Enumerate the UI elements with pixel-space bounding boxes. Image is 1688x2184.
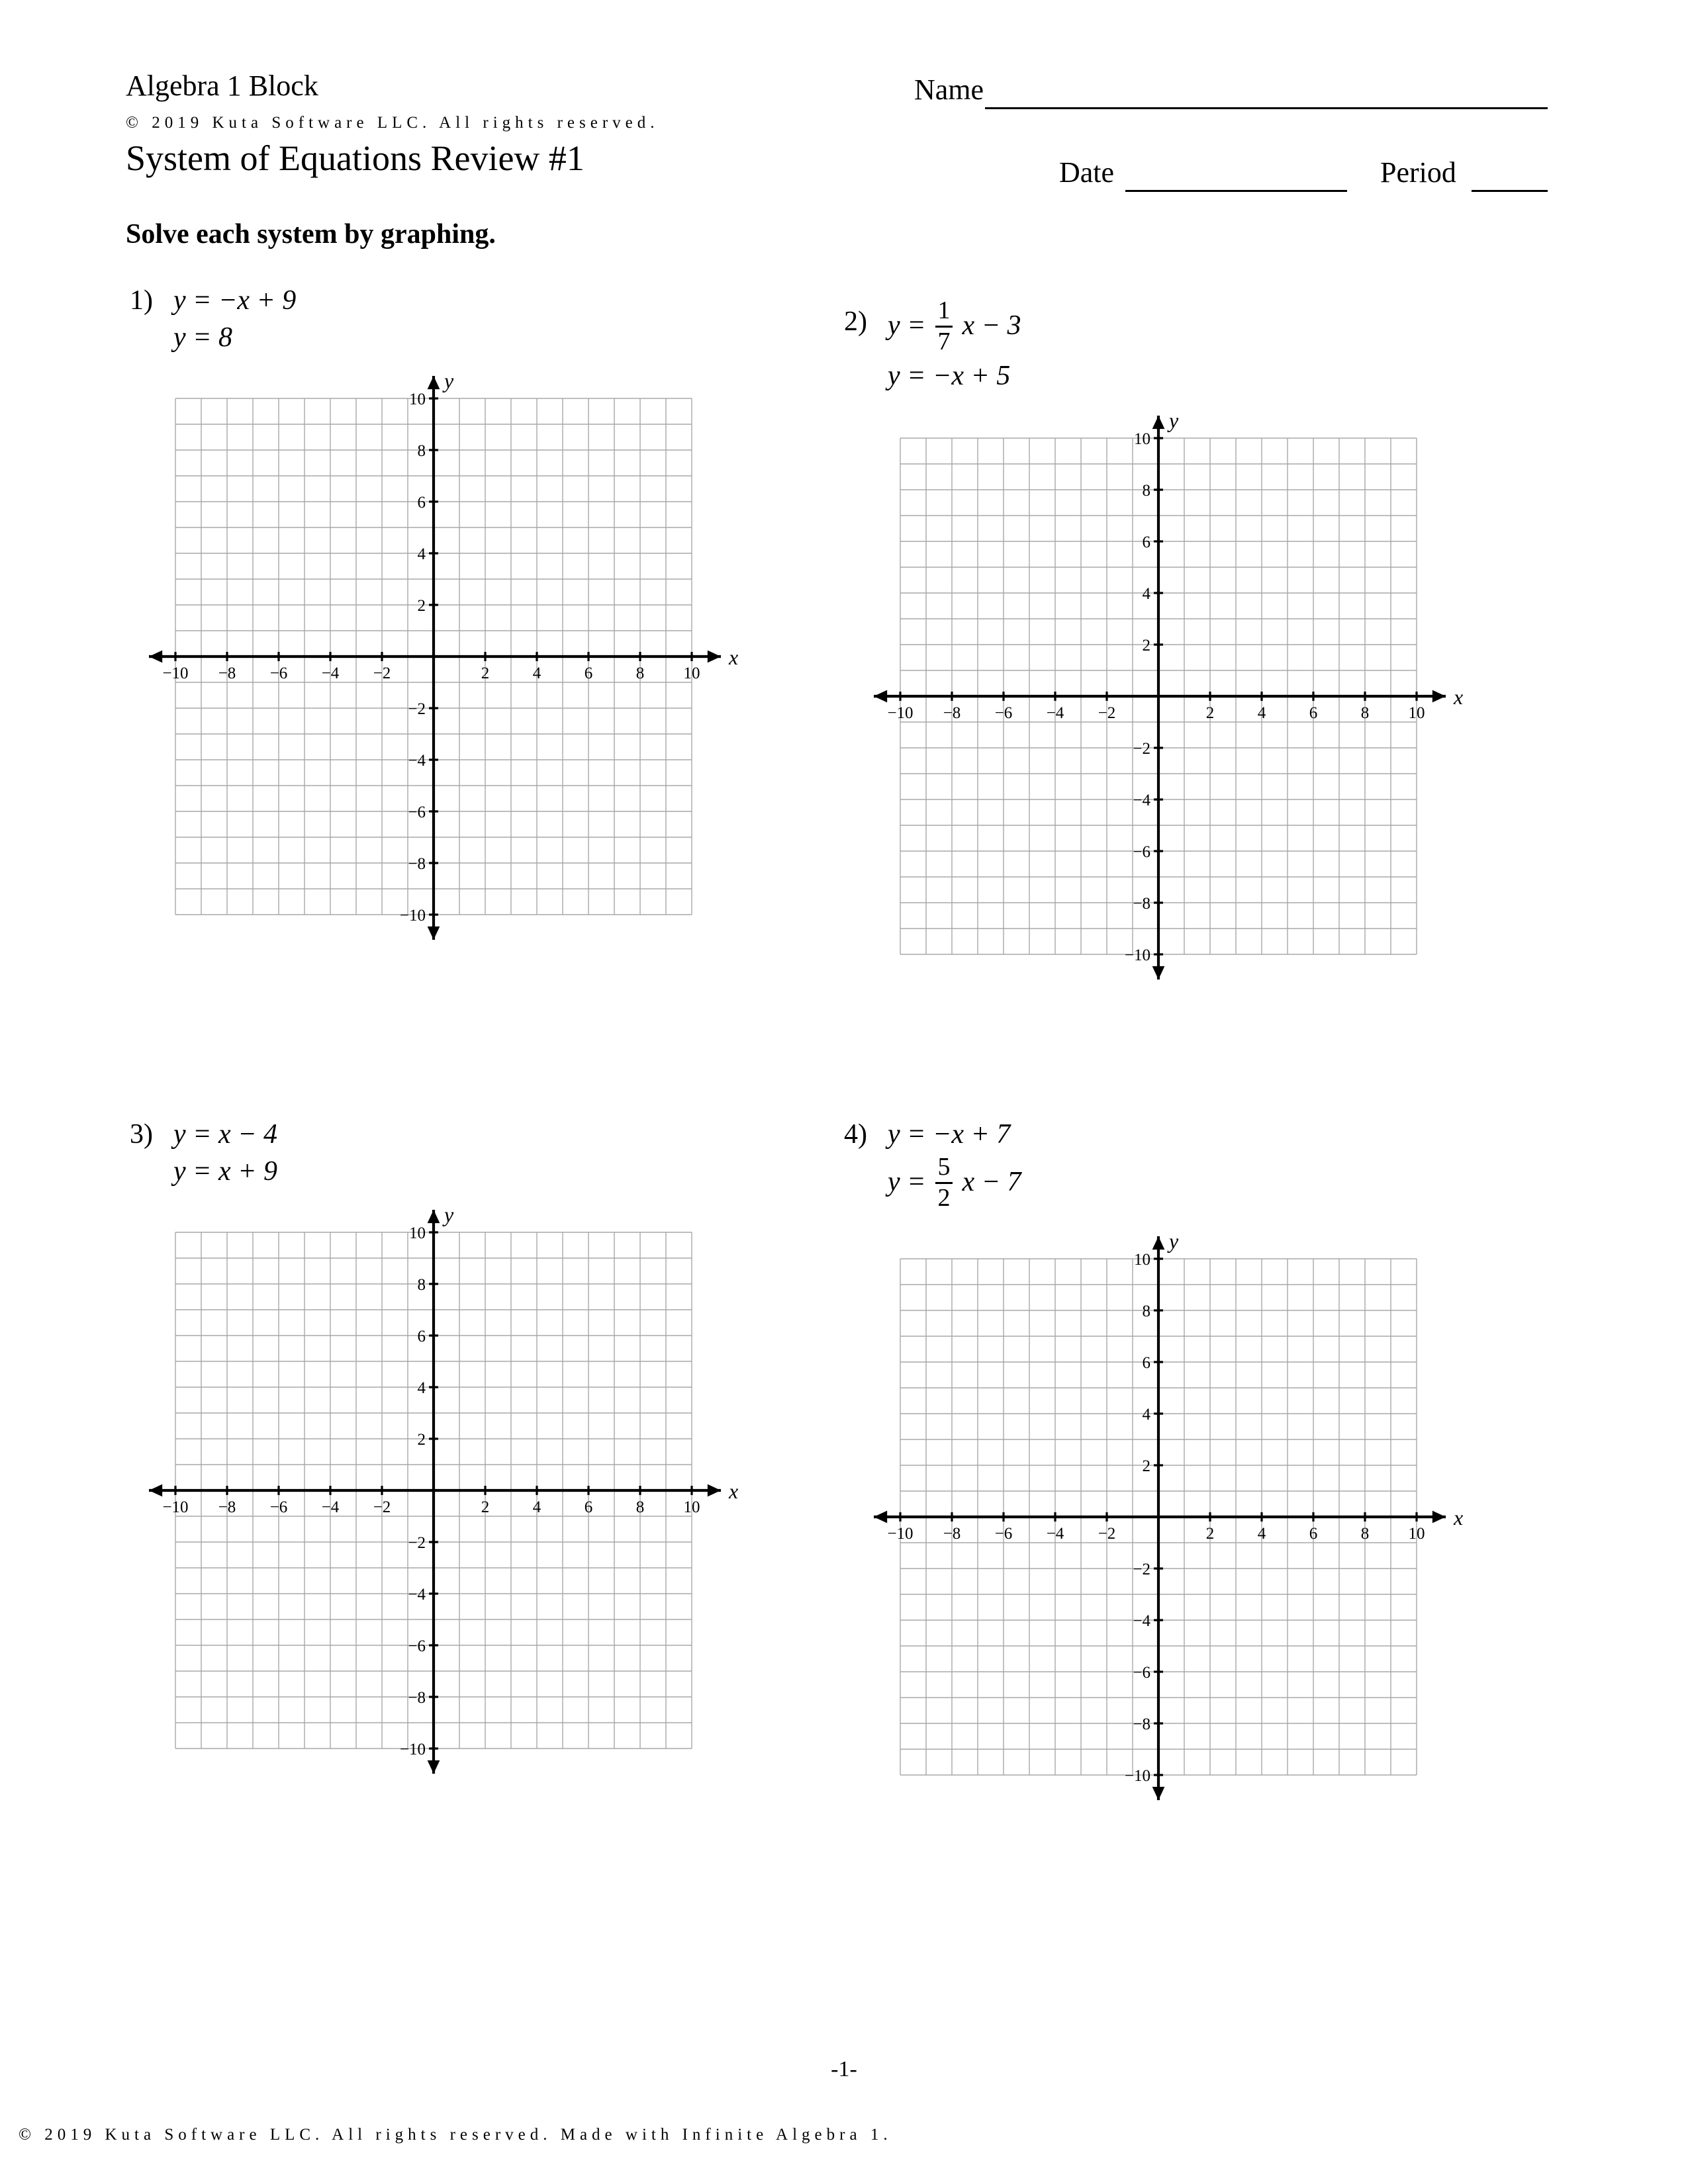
x-axis-label: x: [1454, 1506, 1464, 1529]
y-tick-label: 10: [409, 1224, 426, 1242]
problem-3-equation-2: y = x + 9: [173, 1156, 277, 1187]
header-copyright: © 2019 Kuta Software LLC. All rights reserved.: [126, 114, 659, 132]
date-label: Date: [1059, 156, 1115, 189]
problem-1-equation-1: y = −x + 9: [173, 285, 297, 316]
y-tick-label: −4: [408, 1586, 426, 1604]
x-tick-label: −10: [887, 1525, 914, 1543]
problem-2-eq1-lead: y =: [888, 310, 926, 341]
axis-labels: [442, 1205, 738, 1503]
x-tick-label: 8: [1360, 1525, 1370, 1543]
x-tick-label: −4: [1046, 1525, 1064, 1543]
axis-labels: [442, 371, 738, 669]
y-tick-label: 8: [1142, 482, 1150, 500]
x-tick-label: −10: [162, 1498, 189, 1516]
y-tick-label: 6: [417, 494, 426, 512]
x-tick-label: −8: [943, 1525, 961, 1543]
x-tick-label: 8: [1360, 704, 1370, 722]
y-tick-label: 8: [417, 442, 426, 460]
problem-3-equation-1: y = x − 4: [173, 1119, 277, 1150]
problem-2-equation-2: y = −x + 5: [888, 361, 1011, 391]
y-tick-label: 10: [1134, 1251, 1150, 1269]
x-tick-label: −4: [1046, 704, 1064, 722]
name-label: Name: [914, 73, 984, 106]
date-field-rule[interactable]: [1125, 190, 1347, 192]
problem-1-number: 1): [130, 285, 153, 316]
y-tick-label: −10: [1124, 946, 1150, 964]
y-tick-label: 6: [1142, 533, 1150, 551]
x-tick-label: −2: [373, 1498, 391, 1516]
y-tick-label: −8: [408, 1689, 426, 1707]
y-tick-label: 10: [409, 390, 426, 408]
fraction-denominator: 7: [937, 327, 951, 355]
problem-4-number: 4): [844, 1119, 867, 1150]
y-tick-label: −4: [1133, 1612, 1150, 1630]
x-tick-label: 6: [584, 1498, 593, 1516]
axes: [874, 1236, 1446, 1800]
x-tick-label: −10: [162, 664, 189, 682]
x-tick-label: 6: [584, 664, 593, 682]
y-tick-label: −8: [1133, 895, 1150, 913]
problem-2-number: 2): [844, 306, 867, 337]
x-tick-label: 4: [1257, 704, 1266, 722]
y-tick-label: −2: [408, 1534, 426, 1552]
problem-4-equation-2: [888, 1153, 1021, 1213]
graph-2[interactable]: [861, 410, 1464, 991]
x-tick-label: −8: [218, 1498, 236, 1516]
x-tick-label: −6: [269, 1498, 288, 1516]
fraction-denominator: 2: [937, 1183, 951, 1212]
problem-4-eq2-tail: x − 7: [962, 1167, 1021, 1198]
x-tick-label: 4: [1257, 1525, 1266, 1543]
x-tick-label: −4: [321, 1498, 340, 1516]
y-tick-label: −6: [1133, 1664, 1150, 1682]
y-tick-label: 4: [1142, 1406, 1150, 1424]
x-tick-label: −2: [1098, 1525, 1116, 1543]
x-tick-label: −2: [373, 664, 391, 682]
axis-labels: [1167, 410, 1463, 709]
x-tick-label: 10: [683, 664, 700, 682]
x-tick-label: −6: [994, 1525, 1013, 1543]
axes: [149, 376, 721, 940]
x-tick-label: 10: [1408, 1525, 1425, 1543]
footer-copyright: © 2019 Kuta Software LLC. All rights reserved. Made with Infinite Algebra 1.: [19, 2126, 892, 2144]
graph-1[interactable]: [136, 371, 739, 952]
y-tick-label: −10: [1124, 1767, 1150, 1785]
y-tick-label: −6: [408, 803, 426, 821]
y-tick-label: 8: [1142, 1302, 1150, 1320]
x-tick-label: 2: [1205, 704, 1215, 722]
y-tick-label: −2: [1133, 1561, 1150, 1578]
fraction-numerator: 1: [937, 296, 951, 324]
problem-2-eq1-fraction: [935, 298, 953, 355]
problem-1-equation-2: y = 8: [173, 322, 232, 353]
x-tick-label: −2: [1098, 704, 1116, 722]
problem-2-eq1-tail: x − 3: [962, 310, 1021, 341]
x-tick-label: −6: [994, 704, 1013, 722]
y-tick-label: −6: [408, 1637, 426, 1655]
page-title: System of Equations Review #1: [126, 138, 585, 178]
x-tick-label: 4: [532, 664, 541, 682]
x-tick-label: 4: [532, 1498, 541, 1516]
y-tick-label: 10: [1134, 430, 1150, 448]
x-tick-label: 6: [1309, 704, 1318, 722]
y-tick-label: −2: [408, 700, 426, 718]
problem-3-number: 3): [130, 1119, 153, 1150]
x-axis-label: x: [729, 1479, 739, 1503]
instruction-text: Solve each system by graphing.: [126, 219, 496, 250]
graph-4[interactable]: [861, 1231, 1464, 1812]
x-tick-label: −8: [943, 704, 961, 722]
axes: [874, 416, 1446, 979]
y-tick-label: 2: [417, 597, 426, 615]
problem-4-eq2-fraction: [935, 1154, 953, 1212]
y-tick-label: −10: [399, 907, 426, 925]
x-tick-label: −8: [218, 664, 236, 682]
graph-3[interactable]: [136, 1205, 739, 1786]
x-tick-label: 2: [481, 664, 490, 682]
name-field-rule[interactable]: [985, 107, 1548, 109]
page-number: -1-: [831, 2057, 857, 2081]
x-tick-label: 8: [635, 1498, 645, 1516]
x-tick-label: −10: [887, 704, 914, 722]
x-axis-label: x: [1454, 685, 1464, 709]
course-title: Algebra 1 Block: [126, 69, 318, 102]
y-tick-label: 6: [1142, 1354, 1150, 1372]
x-tick-label: 6: [1309, 1525, 1318, 1543]
x-tick-label: 8: [635, 664, 645, 682]
x-tick-label: −4: [321, 664, 340, 682]
x-tick-label: 2: [1205, 1525, 1215, 1543]
y-tick-label: 2: [1142, 1457, 1150, 1475]
y-axis-label: y: [1169, 410, 1179, 432]
y-axis-label: y: [1169, 1231, 1179, 1253]
problem-4-eq2-lead: y =: [888, 1167, 926, 1198]
y-tick-label: 8: [417, 1276, 426, 1294]
y-axis-label: y: [444, 1205, 454, 1226]
y-tick-label: 2: [417, 1431, 426, 1449]
y-tick-label: 4: [417, 1379, 426, 1397]
y-tick-label: −2: [1133, 740, 1150, 758]
axes: [149, 1210, 721, 1774]
problem-2-equation-1: [888, 296, 1021, 357]
y-tick-label: 4: [1142, 585, 1150, 603]
period-field-rule[interactable]: [1472, 190, 1548, 192]
y-tick-label: −10: [399, 1741, 426, 1758]
x-tick-label: 10: [683, 1498, 700, 1516]
y-tick-label: 2: [1142, 637, 1150, 655]
y-tick-label: −4: [408, 752, 426, 770]
x-axis-label: x: [729, 645, 739, 669]
axis-labels: [1167, 1231, 1463, 1529]
fraction-numerator: 5: [937, 1153, 951, 1181]
y-tick-label: −8: [408, 855, 426, 873]
y-tick-label: 4: [417, 545, 426, 563]
y-tick-label: 6: [417, 1328, 426, 1345]
x-tick-label: 2: [481, 1498, 490, 1516]
period-label: Period: [1380, 156, 1456, 189]
x-tick-label: 10: [1408, 704, 1425, 722]
problem-4-equation-1: y = −x + 7: [888, 1119, 1011, 1150]
y-tick-label: −8: [1133, 1715, 1150, 1733]
y-tick-label: −4: [1133, 792, 1150, 809]
y-tick-label: −6: [1133, 843, 1150, 861]
x-tick-label: −6: [269, 664, 288, 682]
y-axis-label: y: [444, 371, 454, 392]
